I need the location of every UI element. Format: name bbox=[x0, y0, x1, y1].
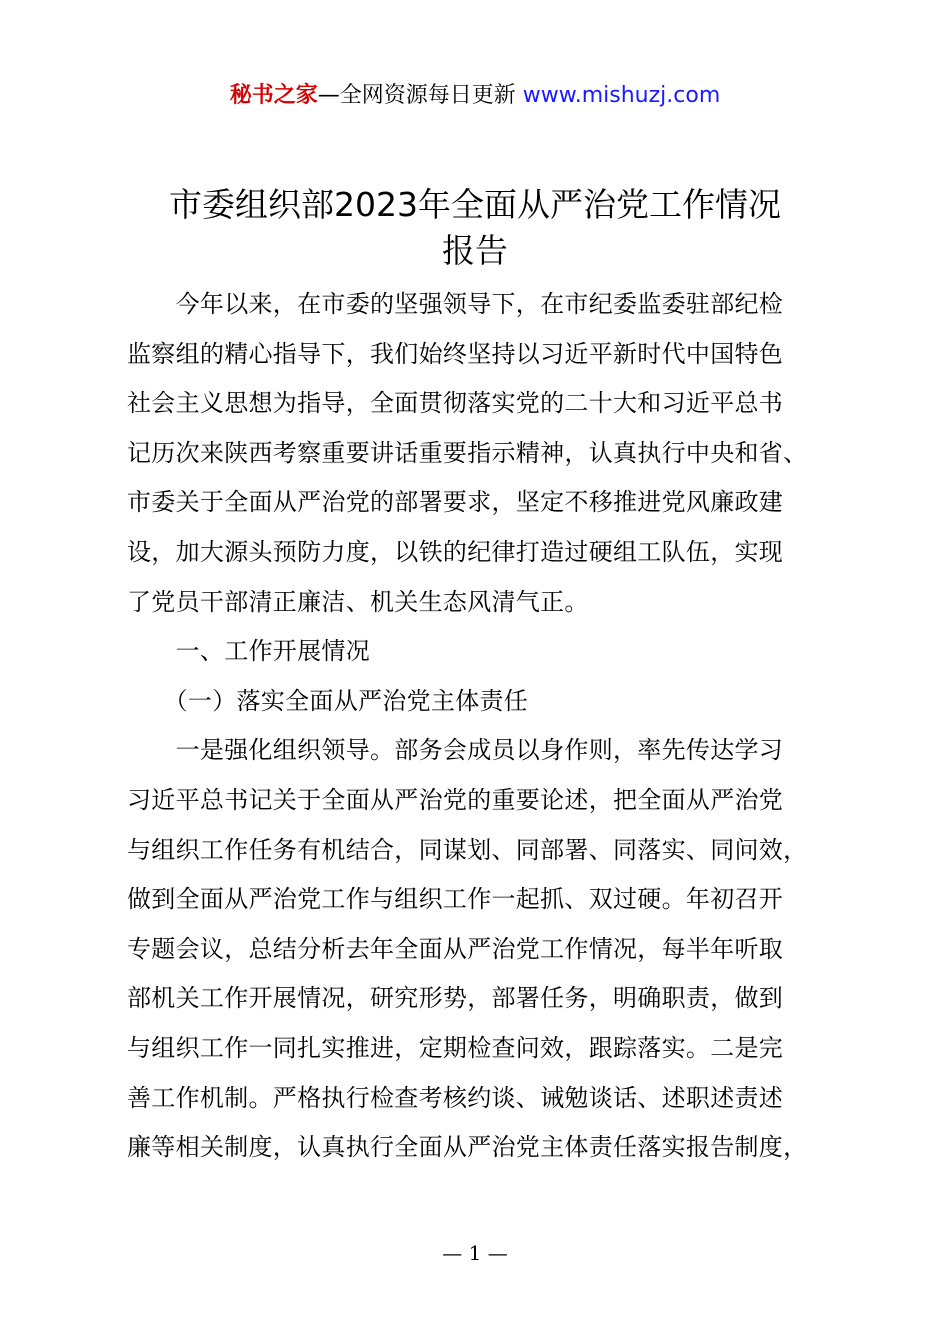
title-line-1: 市委组织部2023年全面从严治党工作情况 bbox=[169, 185, 781, 224]
text-line: 今年以来，在市委的坚强领导下，在市纪委监委驻部纪检 bbox=[127, 290, 784, 318]
site-header bbox=[0, 80, 950, 112]
paragraph bbox=[127, 280, 833, 627]
text-line: 监察组的精心指导下，我们始终坚持以习近平新时代中国特色 bbox=[127, 339, 784, 368]
text-line: （一）落实全面从严治党主体责任 bbox=[127, 686, 529, 715]
paragraph bbox=[127, 627, 833, 677]
title-line-2: 报告 bbox=[442, 231, 508, 270]
text-line: 设，加大源头预防力度，以铁的纪律打造过硬组工队伍，实现 bbox=[127, 537, 784, 566]
text-line: 市委关于全面从严治党的部署要求，坚定不移推进党风廉政建 bbox=[127, 488, 784, 517]
text-line: 了党员干部清正廉洁、机关生态风清气正。 bbox=[127, 587, 589, 616]
paragraph bbox=[127, 726, 833, 1172]
text-line: 社会主义思想为指导，全面贯彻落实党的二十大和习近平总书 bbox=[127, 389, 784, 418]
text-line: 善工作机制。严格执行检查考核约谈、诫勉谈话、述职述责述 bbox=[127, 1083, 784, 1112]
text-line: 与组织工作任务有机结合，同谋划、同部署、同落实、同问效， bbox=[127, 835, 808, 864]
text-line: 习近平总书记关于全面从严治党的重要论述，把全面从严治党 bbox=[127, 785, 784, 814]
text-line: 一、工作开展情况 bbox=[127, 637, 370, 666]
text-line: 记历次来陕西考察重要讲话重要指示精神，认真执行中央和省、 bbox=[127, 438, 808, 467]
text-line: 部机关工作开展情况，研究形势，部署任务，明确职责，做到 bbox=[127, 984, 784, 1013]
paragraph bbox=[127, 677, 833, 727]
document-body bbox=[127, 280, 833, 1173]
text-line: 一是强化组织领导。部务会成员以身作则，率先传达学习 bbox=[127, 736, 784, 765]
text-line: 专题会议，总结分析去年全面从严治党工作情况，每半年听取 bbox=[127, 934, 784, 963]
page-number: — 1 — bbox=[442, 1241, 508, 1265]
site-brand: 秘书之家 bbox=[229, 83, 318, 108]
text-line: 与组织工作一同扎实推进，定期检查问效，跟踪落实。二是完 bbox=[127, 1033, 784, 1062]
document-title bbox=[0, 182, 950, 274]
text-line: 廉等相关制度，认真执行全面从严治党主体责任落实报告制度， bbox=[127, 1133, 808, 1162]
site-url-link[interactable]: www.mishuzj.com bbox=[522, 83, 721, 108]
site-slogan: —全网资源每日更新 bbox=[317, 83, 516, 108]
text-line: 做到全面从严治党工作与组织工作一起抓、双过硬。年初召开 bbox=[127, 885, 784, 914]
